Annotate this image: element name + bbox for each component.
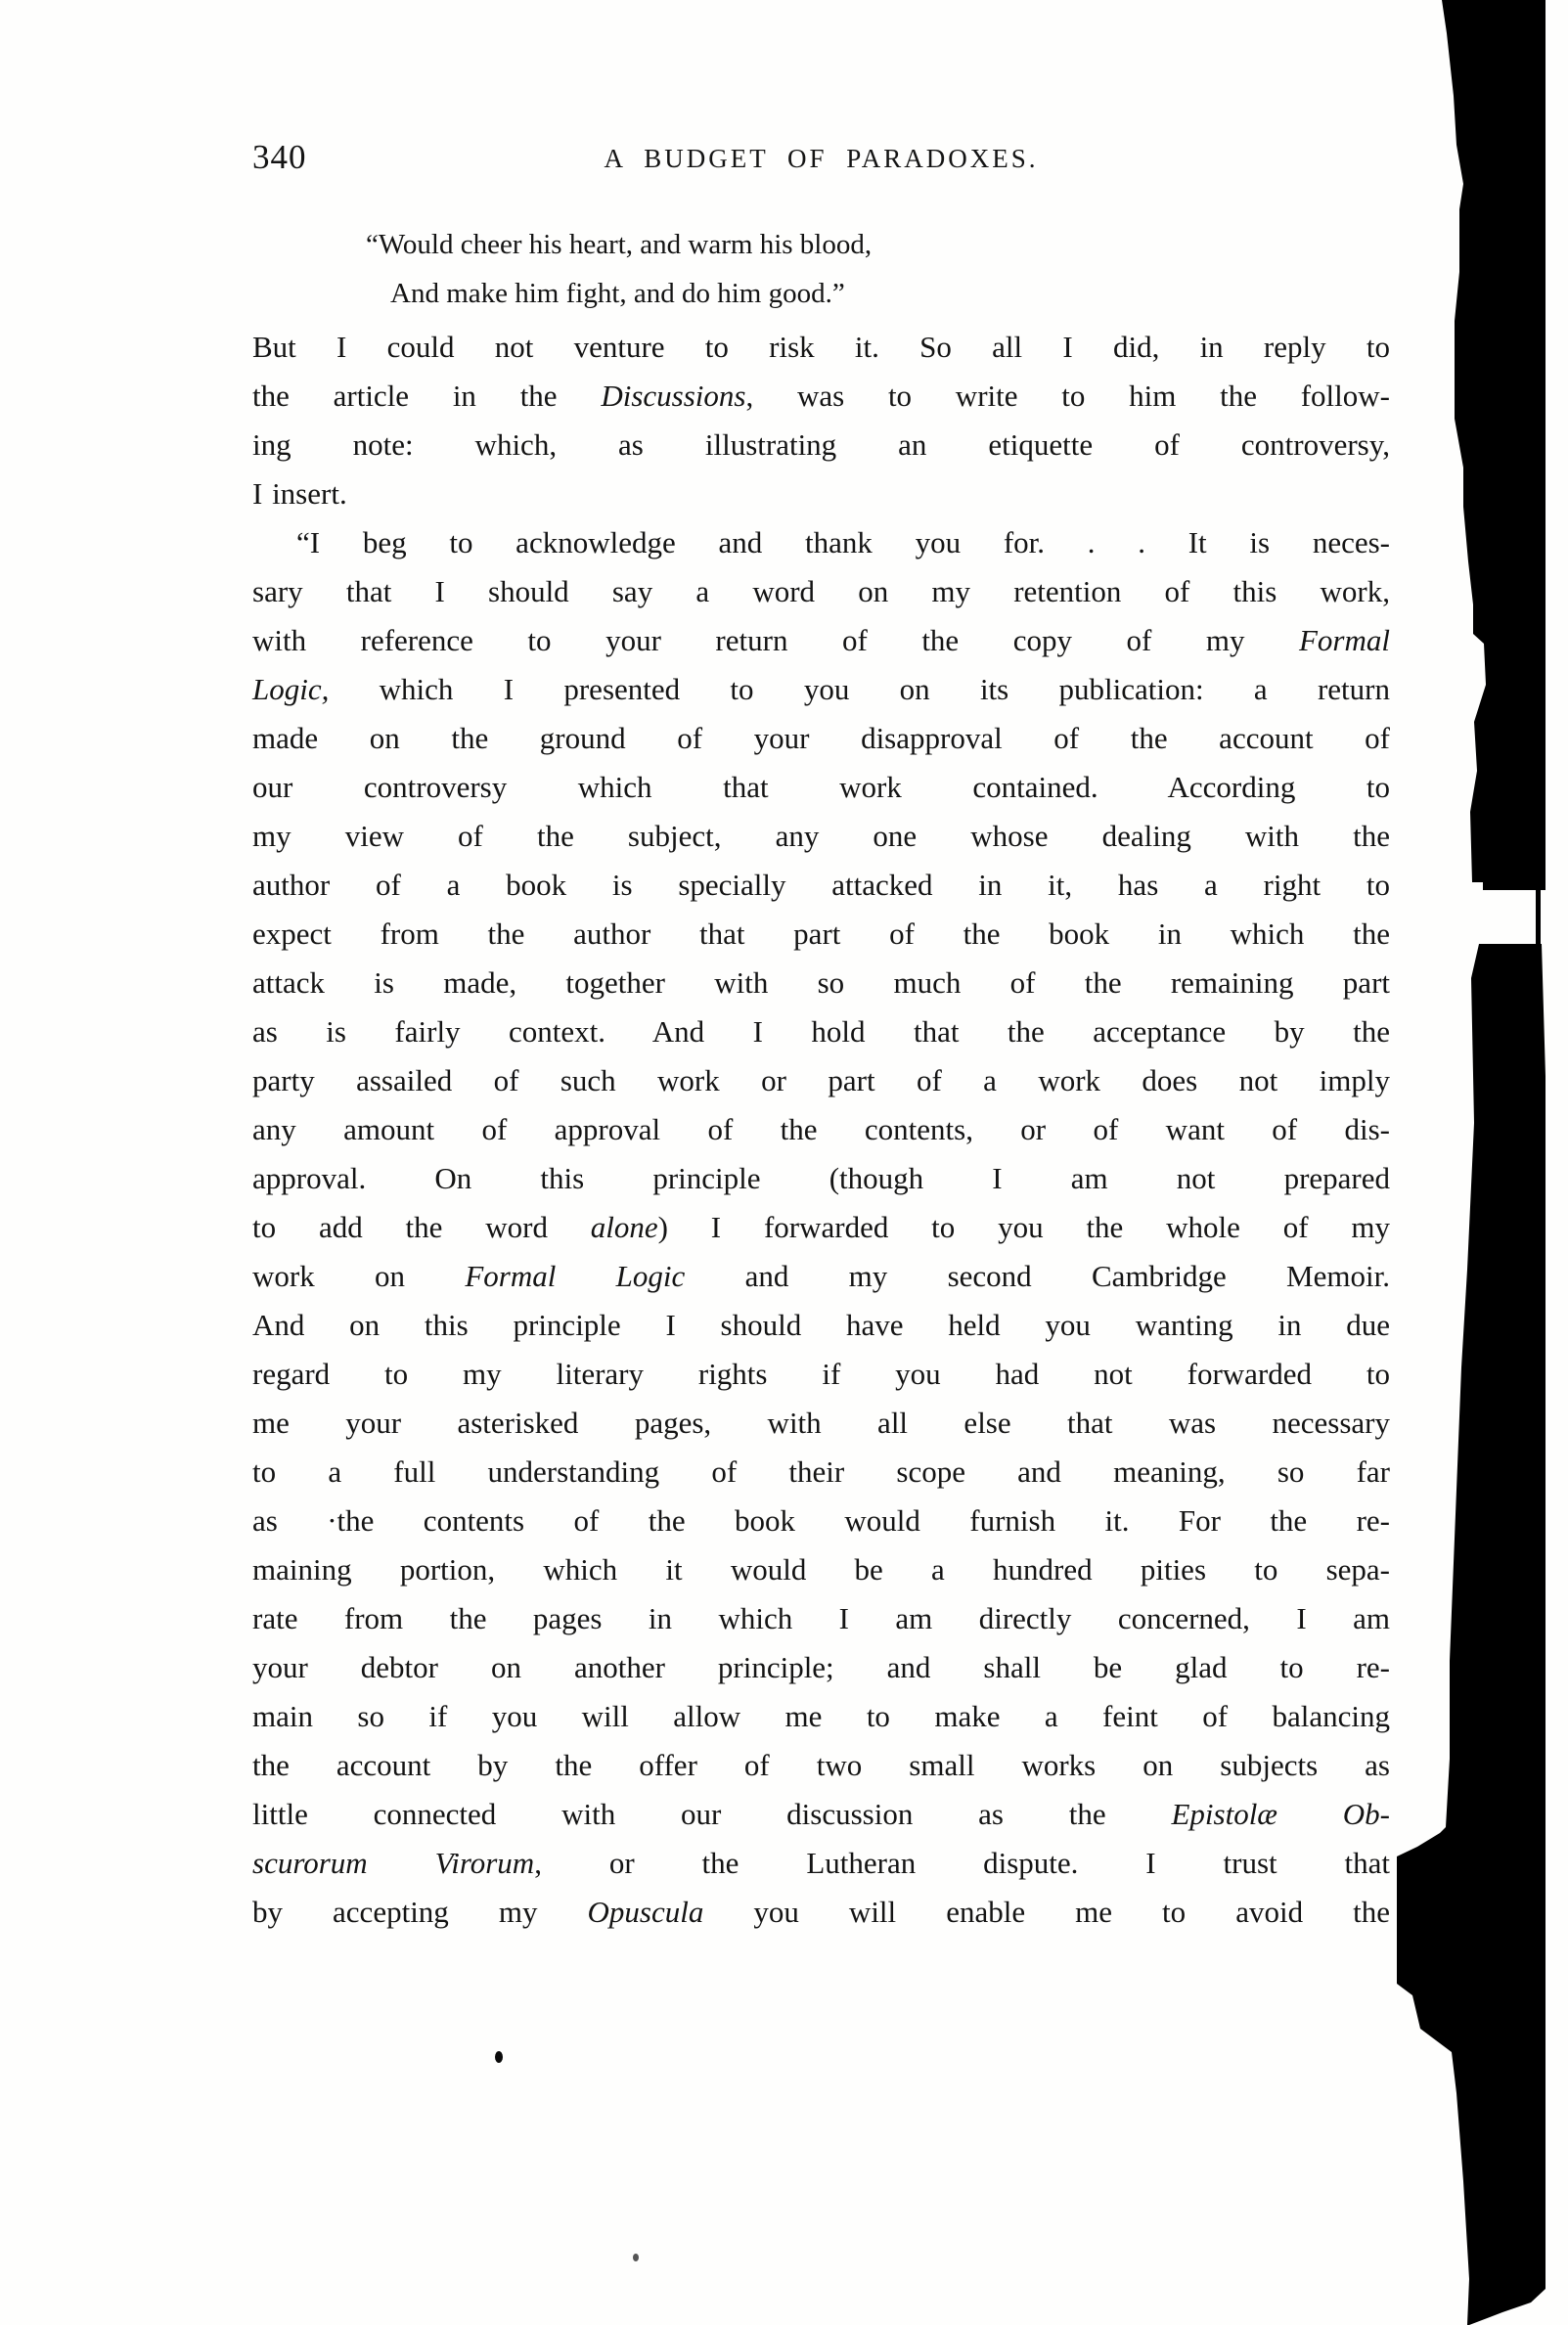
text-line: to a full understanding of their scope and meaning, so far bbox=[252, 1454, 1390, 1489]
text-line: to add the word alone) I forwarded to you the whole of my bbox=[252, 1210, 1390, 1244]
text-line: our controversy which that work contained. According to bbox=[252, 770, 1390, 804]
text-line: But I could not venture to risk it. So all I did, in reply to bbox=[252, 330, 1390, 364]
text-line: your debtor on another principle; and shall be glad to re- bbox=[252, 1650, 1390, 1684]
ink-speck bbox=[633, 2254, 639, 2261]
verse-quote bbox=[366, 220, 872, 318]
text-line: as is fairly context. And I hold that the acceptance by the bbox=[252, 1014, 1390, 1049]
text-line: party assailed of such work or part of a work does not imply bbox=[252, 1063, 1390, 1097]
text-line: rate from the pages in which I am directly concerned, I am bbox=[252, 1601, 1390, 1635]
text-line: any amount of approval of the contents, or of want of dis- bbox=[252, 1112, 1390, 1146]
text-line: scurorum Virorum, or the Lutheran dispute. I trust that bbox=[252, 1846, 1390, 1880]
text-line: maining portion, which it would be a hundred pities to sepa- bbox=[252, 1552, 1390, 1587]
text-line: And on this principle I should have held you wanting in due bbox=[252, 1308, 1390, 1342]
text-line: work on Formal Logic and my second Cambridge Memoir. bbox=[252, 1259, 1390, 1293]
verse-quote-line: And make him fight, and do him good.” bbox=[390, 278, 845, 309]
text-line: little connected with our discussion as the Epistolæ Ob- bbox=[252, 1797, 1391, 1831]
ink-speck bbox=[495, 2051, 503, 2063]
scan-gutter-top bbox=[1442, 0, 1546, 890]
text-line: me your asterisked pages, with all else that was necessary bbox=[252, 1406, 1390, 1440]
text-line: with reference to your return of the copy of my Formal bbox=[252, 623, 1390, 657]
text-line: made on the ground of your disapproval of the account of bbox=[252, 721, 1390, 755]
body-text bbox=[252, 323, 1390, 1937]
text-line: attack is made, together with so much of the remaining part bbox=[252, 965, 1390, 1000]
text-line: sary that I should say a word on my retention of this work, bbox=[252, 574, 1390, 608]
text-line: ing note: which, as illustrating an etiquette of controversy, bbox=[252, 427, 1390, 462]
text-line: approval. On this principle (though I am not prepared bbox=[252, 1161, 1390, 1195]
text-line: by accepting my Opuscula you will enable me to avoid the bbox=[252, 1895, 1390, 1929]
text-line: main so if you will allow me to make a feint of balancing bbox=[252, 1699, 1390, 1733]
scan-gutter-bottom bbox=[1397, 944, 1546, 2325]
verse-quote-line: “Would cheer his heart, and warm his blood, bbox=[366, 229, 873, 260]
text-line: the account by the offer of two small works on subjects as bbox=[252, 1748, 1390, 1782]
scan-gutter-line bbox=[1536, 878, 1541, 951]
text-line: the article in the Discussions, was to write to him the follow- bbox=[252, 379, 1390, 413]
text-line: Logic, which I presented to you on its publication: a return bbox=[252, 672, 1390, 706]
text-line: I insert. bbox=[252, 476, 347, 511]
text-line: as ·the contents of the book would furnish it. For the re- bbox=[252, 1503, 1390, 1538]
text-line: regard to my literary rights if you had not forwarded to bbox=[252, 1357, 1390, 1391]
page-number: 340 bbox=[252, 138, 307, 176]
text-line: “I beg to acknowledge and thank you for. . . It is neces- bbox=[296, 525, 1390, 559]
text-line: my view of the subject, any one whose dealing with the bbox=[252, 819, 1390, 853]
text-line: expect from the author that part of the book in which the bbox=[252, 917, 1390, 951]
running-head: A BUDGET OF PARADOXES. bbox=[604, 144, 1039, 173]
text-line: author of a book is specially attacked in it, has a right to bbox=[252, 868, 1390, 902]
